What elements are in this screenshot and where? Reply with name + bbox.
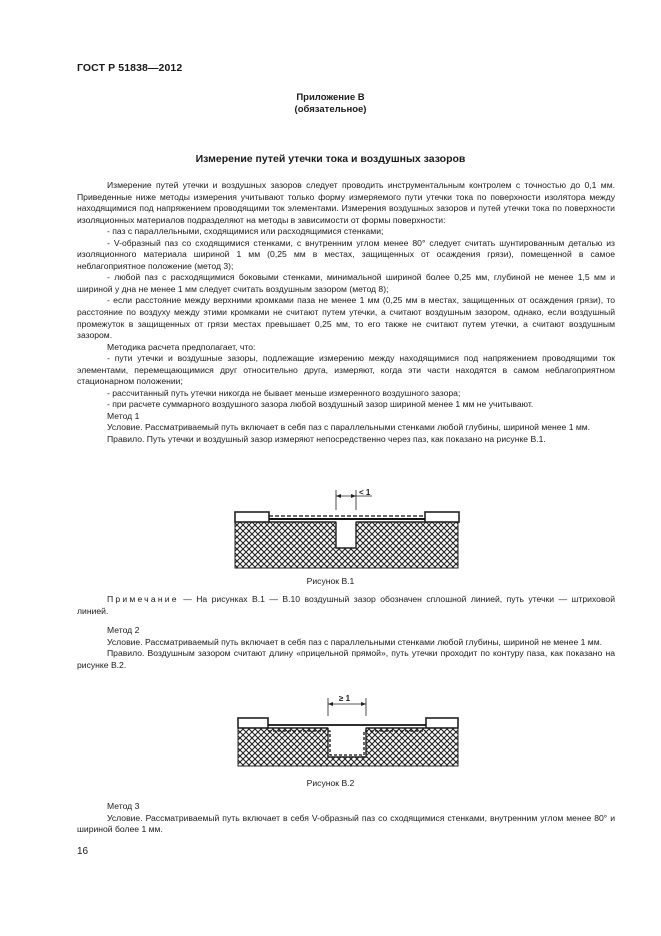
section-title: Измерение путей утечки тока и воздушных зазоров xyxy=(195,153,466,165)
list-item: - рассчитанный путь утечки никогда не бывает меньше измеренного воздушного зазора; xyxy=(107,387,461,398)
list-item: - пути утечки и воздушные зазоры, подлежащие измерению между находящимися под напряжением проводящими ток элементами, перемещающимися друг относительно друга, измеряют, когда эти части находятся в самом неблагоприятном стационарном положении; xyxy=(77,353,615,387)
method-intro: Методика расчета предполагает, что: xyxy=(107,341,256,352)
method3-block xyxy=(77,801,615,836)
method2-heading: Метод 2 xyxy=(107,625,140,635)
note-text: — На рисунках В.1 — В.10 воздушный зазор обозначен сплошной линией, путь утечки — штриховой линией. xyxy=(77,594,615,616)
list-item: - если расстояние между верхними кромками паза не менее 1 мм (0,25 мм в местах, защищенных от осаждения грязи), то расстояние по воздуху между этими кромками не считают путем утечки, а считают воздушным зазором, однако, если воздушный промежуток в защищенных от грязи местах превышает 0,25 мм, то его также не считают путем утечки, а считают воздушным зазором. xyxy=(77,295,615,341)
method1-rule: Правило. Путь утечки и воздушный зазор измеряют непосредственно через паз, как показано на рисунке В.1. xyxy=(107,434,546,445)
note-label: Примечание xyxy=(107,594,179,604)
method2-rule: Правило. Воздушным зазором считают длину «прицельной прямой», путь утечки проходит по контуру паза, как показано на рисунке В.2. xyxy=(77,648,615,670)
list-item: - паз с параллельными, сходящимися или расходящимися стенками; xyxy=(107,226,384,237)
figure-b1-dimension: < 1 xyxy=(359,488,371,497)
figure-b2-conductor-left xyxy=(238,718,268,728)
appendix-label: Приложение В xyxy=(296,92,365,103)
document-header: ГОСТ Р 51838—2012 xyxy=(77,62,183,74)
figure-b1-caption: Рисунок В.1 xyxy=(306,576,355,586)
list-item: - V-образный паз со сходящимися стенками, с внутренним углом менее 80° следует считать шунтированным деталью из изоляционного материала шириной 1 мм (0,25 мм в местах, защищенных от осаждения грязи), помещенной в самое неблагоприятное положение (метод 3); xyxy=(77,237,615,271)
method2-condition: Условие. Рассматриваемый путь включает в себя паз с параллельными стенками любой глубины, шириной не менее 1 мм. xyxy=(107,636,602,647)
figure-b2-conductor-right xyxy=(426,718,458,728)
page-number: 16 xyxy=(77,846,89,857)
intro-paragraph: Измерение путей утечки и воздушных зазоров следует проводить инструментальным контролем с точностью до 0,1 мм. Приведенные ниже методы измерения учитывают только форму измеряемого пути утечки тока по поверхности изолятора между находящимися под напряжением проводящими ток элементами. Измерения воздушных зазоров и путей утечки тока по поверхности изоляционных материалов подразделяют на методы в зависимости от формы поверхности: xyxy=(77,180,615,225)
method1-heading: Метод 1 xyxy=(107,410,140,421)
figure-b2-caption: Рисунок В.2 xyxy=(306,778,355,788)
method3-condition: Условие. Рассматриваемый путь включает в себя V-образный паз со сходящимися стенками, внутренним углом менее 80° и шириной более 1 мм. xyxy=(77,812,615,835)
list-item: - любой паз с расходящимися боковыми стенками, минимальной шириной более 0,25 мм, глубиной не менее 1,5 мм и шириной у дна не менее 1 мм следует считать воздушным зазором (метод 8); xyxy=(77,272,615,294)
method3-heading: Метод 3 xyxy=(107,801,140,811)
figure-b2-body xyxy=(238,728,458,766)
appendix-status: (обязательное) xyxy=(294,104,367,115)
list-item: - при расчете суммарного воздушного зазора любой воздушный зазор шириной менее 1 мм не учитывают. xyxy=(107,399,534,410)
method1-condition: Условие. Рассматриваемый путь включает в себя паз с параллельными стенками любой глубины, шириной менее 1 мм. xyxy=(107,422,591,433)
figure-b2-dimension: ≥ 1 xyxy=(339,694,351,703)
